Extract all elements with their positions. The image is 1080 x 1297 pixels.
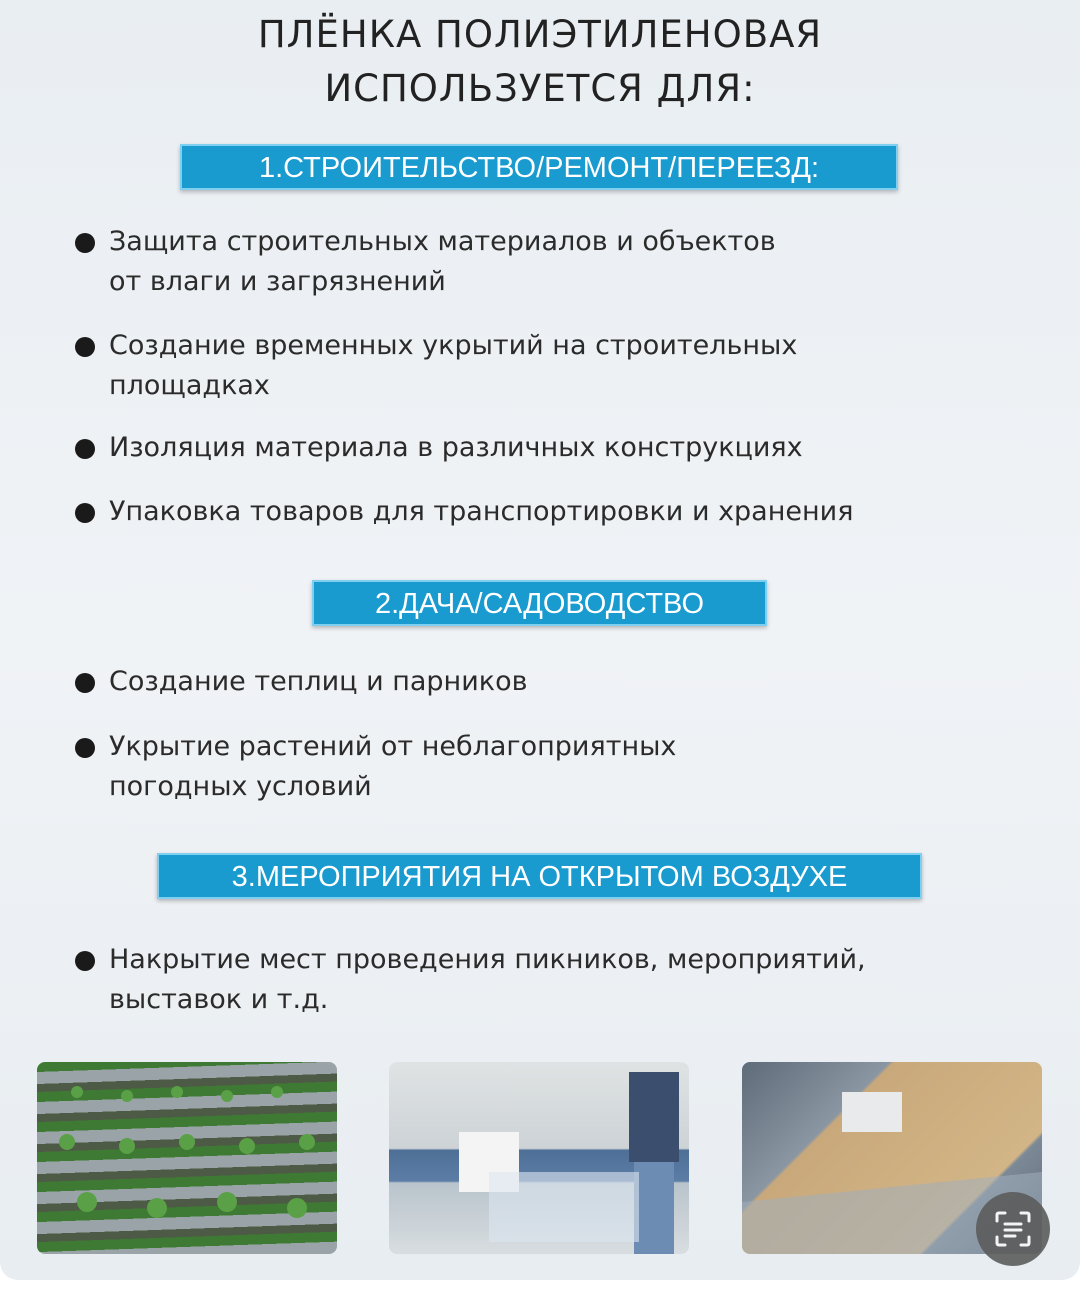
page-title-line2: ИСПОЛЬЗУЕТСЯ ДЛЯ: — [324, 67, 756, 110]
section-heading-construction: 1.СТРОИТЕЛЬСТВО/РЕМОНТ/ПЕРЕЕЗД: — [180, 144, 898, 190]
list-item-line: Укрытие растений от неблагоприятных — [109, 731, 677, 762]
list-item-line: Создание временных укрытий на строительных — [109, 330, 798, 361]
section-heading-garden: 2.ДАЧА/САДОВОДСТВО — [312, 580, 767, 626]
page-title-line1: ПЛЁНКА ПОЛИЭТИЛЕНОВАЯ — [257, 13, 823, 56]
plants-decoration — [37, 1062, 337, 1254]
list-item-line: Изоляция материала в различных конструкциях — [109, 432, 803, 463]
section-heading-outdoor: 3.МЕРОПРИЯТИЯ НА ОТКРЫТОМ ВОЗДУХЕ — [157, 853, 922, 899]
list-item-line: выставок и т.д. — [109, 984, 329, 1015]
text-scan-button[interactable] — [976, 1192, 1050, 1266]
list-item-line: погодных условий — [109, 771, 372, 802]
list-item-line: Накрытие мест проведения пикников, мероприятий, — [109, 944, 866, 975]
painter-decoration — [389, 1062, 689, 1254]
bullet-icon — [75, 951, 95, 971]
list-item-line: Упаковка товаров для транспортировки и хранения — [109, 496, 854, 527]
text-scan-icon — [993, 1209, 1033, 1249]
list-item-line: Создание теплиц и парников — [109, 666, 528, 697]
bullet-icon — [75, 439, 95, 459]
bullet-icon — [75, 673, 95, 693]
list-item-line: от влаги и загрязнений — [109, 266, 446, 297]
greenhouse-rows-photo — [37, 1062, 337, 1254]
bullet-icon — [75, 738, 95, 758]
bullet-icon — [75, 233, 95, 253]
list-item-line: площадках — [109, 370, 270, 401]
list-item-line: Защита строительных материалов и объектов — [109, 226, 776, 257]
bullet-icon — [75, 337, 95, 357]
bullet-icon — [75, 503, 95, 523]
painter-covered-sink-photo — [389, 1062, 689, 1254]
